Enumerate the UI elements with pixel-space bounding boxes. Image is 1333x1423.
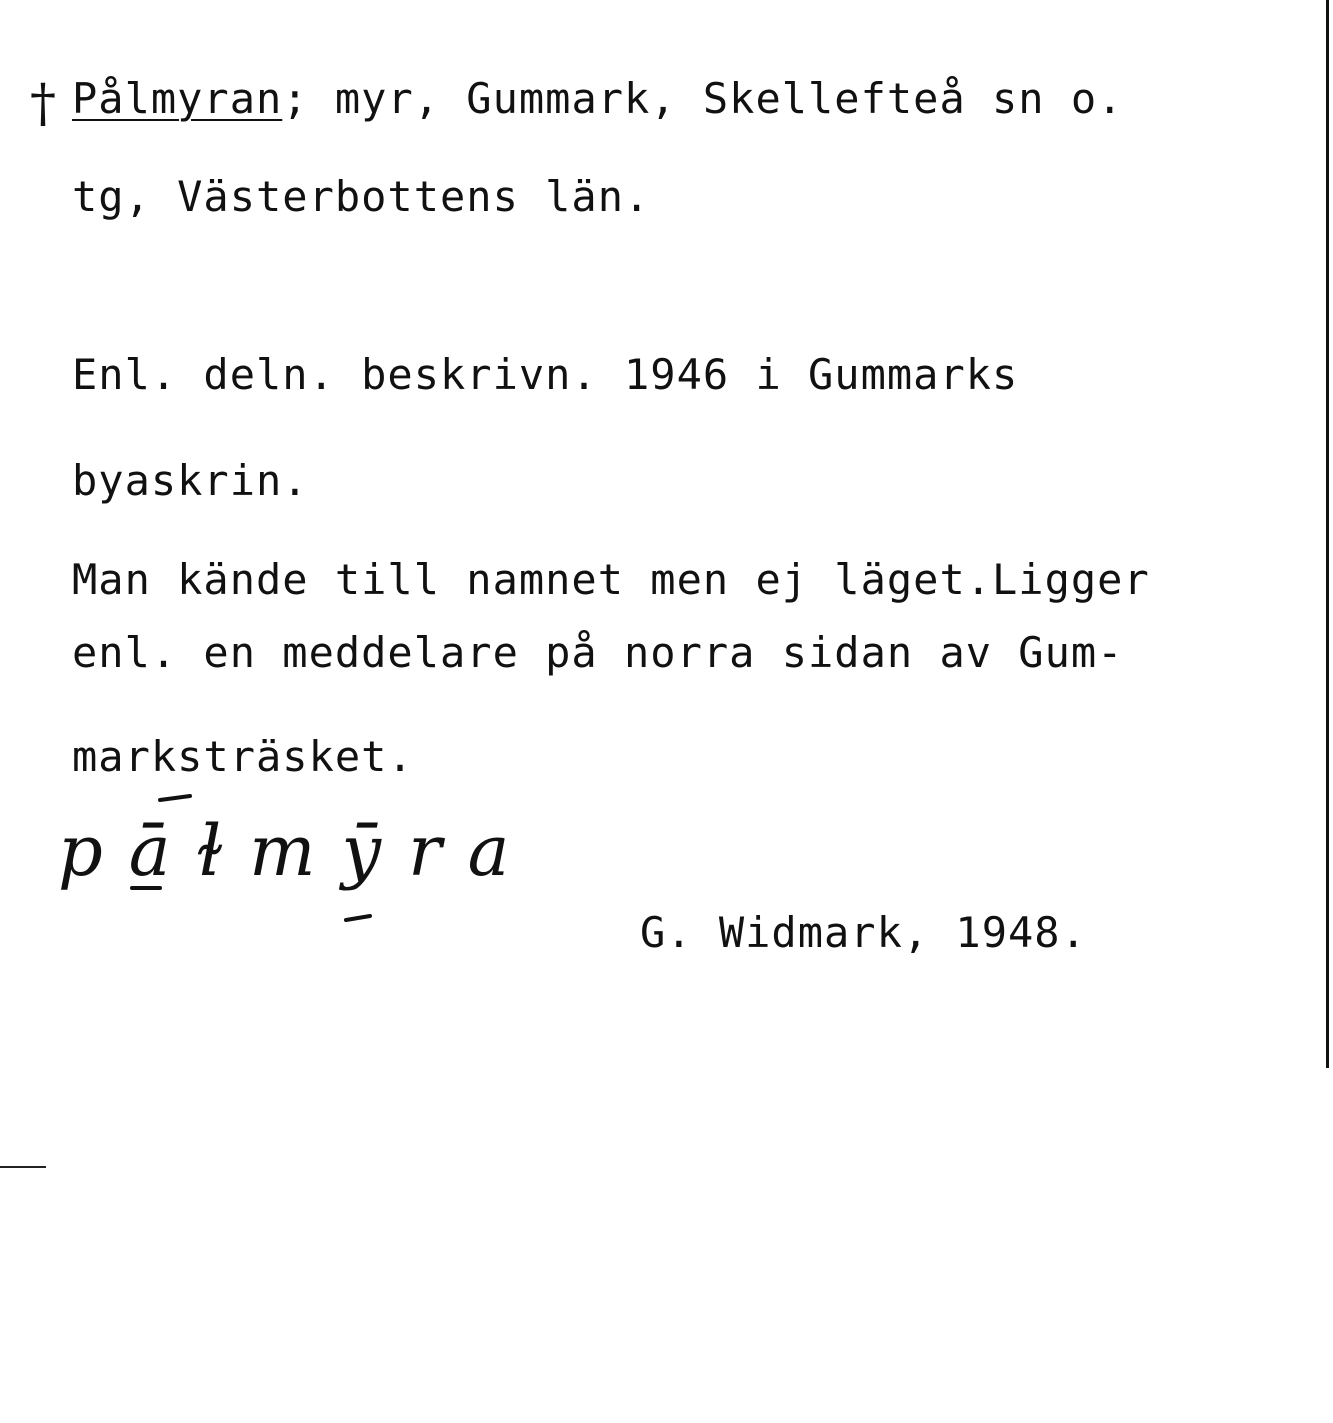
signature-line: G. Widmark, 1948. [640, 908, 1087, 957]
pronunciation-text: pāɫmӯra [58, 810, 536, 892]
underline-mark-y [346, 916, 370, 920]
card-right-border [1326, 0, 1329, 1068]
entry-line-6: enl. en meddelare på norra sidan av Gum- [72, 628, 1124, 677]
entry-line-1-rest: ; myr, Gummark, Skellefteå sn o. [282, 74, 1124, 123]
entry-line-1 [72, 74, 1124, 123]
entry-line-5: Man kände till namnet men ej läget.Ligger [72, 555, 1150, 604]
entry-line-2: tg, Västerbottens län. [72, 172, 651, 221]
dagger-marker: † [30, 74, 56, 134]
entry-line-4: byaskrin. [72, 456, 309, 505]
entry-line-7: marksträsket. [72, 732, 414, 781]
headword: Pålmyran [72, 74, 283, 123]
handwritten-pronunciation [48, 780, 568, 950]
macron-mark [160, 796, 190, 800]
entry-line-3: Enl. deln. beskrivn. 1946 i Gummarks [72, 350, 1019, 399]
scan-edge-mark [0, 1166, 46, 1168]
